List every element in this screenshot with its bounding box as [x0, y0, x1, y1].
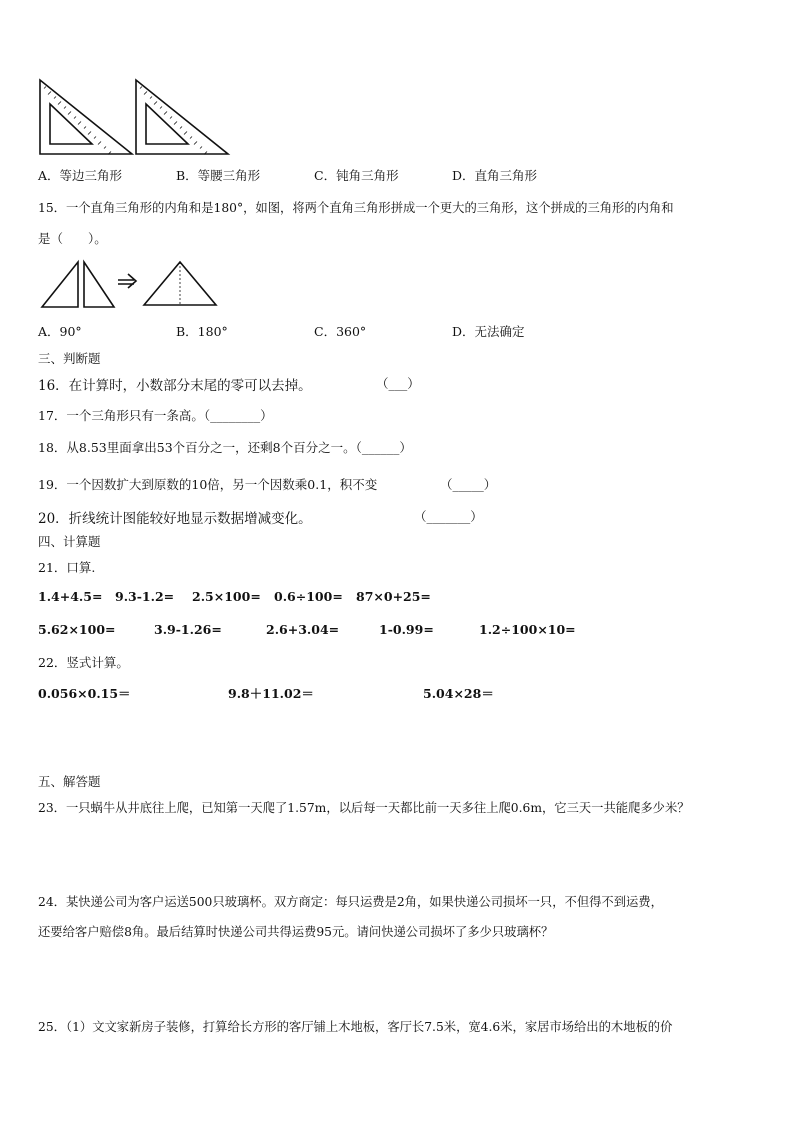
q16-text: 16．在计算时，小数部分末尾的零可以去掉。	[38, 378, 312, 394]
q15-text-line1: 15．一个直角三角形的内角和是180°，如图，将两个直角三角形拼成一个更大的三角形，这个拼成的三角形的内角和	[38, 201, 674, 215]
q15-option-b[interactable]: B．180°	[176, 324, 228, 339]
q21-item: 2.5×100=	[192, 589, 261, 604]
q20-text: 20．折线统计图能较好地显示数据增减变化。	[38, 511, 312, 527]
q21-item: 5.62×100=	[38, 622, 116, 637]
q21-title: 21．口算.	[38, 560, 96, 575]
q21-item: 1.2÷100×10=	[479, 622, 576, 637]
q21-item: 9.3-1.2=	[115, 589, 175, 604]
section-5-title: 五、解答题	[38, 774, 101, 789]
q14-option-d[interactable]: D．直角三角形	[452, 168, 538, 183]
q18-text: 18．从8.53里面拿出53个百分之一，还剩8个百分之一。（______）	[38, 440, 412, 455]
q17-text: 17．一个三角形只有一条高。（________）	[38, 408, 273, 423]
q21-item: 0.6÷100=	[274, 589, 343, 604]
q21-item: 87×0+25=	[356, 589, 431, 604]
q21-item: 2.6+3.04=	[266, 622, 340, 637]
q21-item: 1-0.99=	[379, 622, 434, 637]
q22-title: 22．竖式计算。	[38, 655, 129, 670]
q21-item: 1.4+4.5=	[38, 589, 103, 604]
q21-item: 3.9-1.26=	[154, 622, 222, 637]
q24-text-line2: 还要给客户赔偿8角。最后结算时快递公司共得运费95元。请问快递公司损坏了多少只玻璃杯？	[38, 925, 554, 939]
q16-answer-blank[interactable]: （___）	[376, 376, 420, 391]
q19-text: 19．一个因数扩大到原数的10倍，另一个因数乘0.1，积不变	[38, 477, 378, 492]
q15-option-a[interactable]: A．90°	[38, 324, 82, 339]
q20-answer-blank[interactable]: （_______）	[414, 509, 483, 524]
q22-item: 5.04×28＝	[423, 686, 494, 701]
q23-text: 23．一只蜗牛从井底往上爬，已知第一天爬了1.57m，以后每一天都比前一天多往上爬0.6m，它三天一共能爬多少米？	[38, 801, 690, 815]
q15-option-c[interactable]: C．360°	[314, 324, 367, 339]
q22-item: 0.056×0.15＝	[38, 686, 131, 701]
triangles-combine-figure	[40, 259, 220, 309]
q14-option-a[interactable]: A．等边三角形	[38, 168, 123, 183]
q22-item: 9.8＋11.02＝	[228, 686, 314, 701]
q24-text-line1: 24．某快递公司为客户运送500只玻璃杯。双方商定：每只运费是2角，如果快递公司损坏一只，不但得不到运费，	[38, 895, 663, 909]
q14-option-b[interactable]: B．等腰三角形	[176, 168, 261, 183]
q14-option-c[interactable]: C．钝角三角形	[314, 168, 399, 183]
q25-text-line1: 25．（1）文文家新房子装修，打算给长方形的客厅铺上木地板，客厅长7.5米，宽4.6米，家居市场给出的木地板的价	[38, 1020, 673, 1034]
q15-text-line2: 是（ ）。	[38, 231, 107, 246]
section-3-title: 三、判断题	[38, 351, 101, 366]
q15-option-d[interactable]: D．无法确定	[452, 324, 525, 339]
section-4-title: 四、计算题	[38, 534, 101, 549]
q19-answer-blank[interactable]: （_____）	[440, 477, 497, 492]
set-squares-figure	[38, 78, 238, 158]
